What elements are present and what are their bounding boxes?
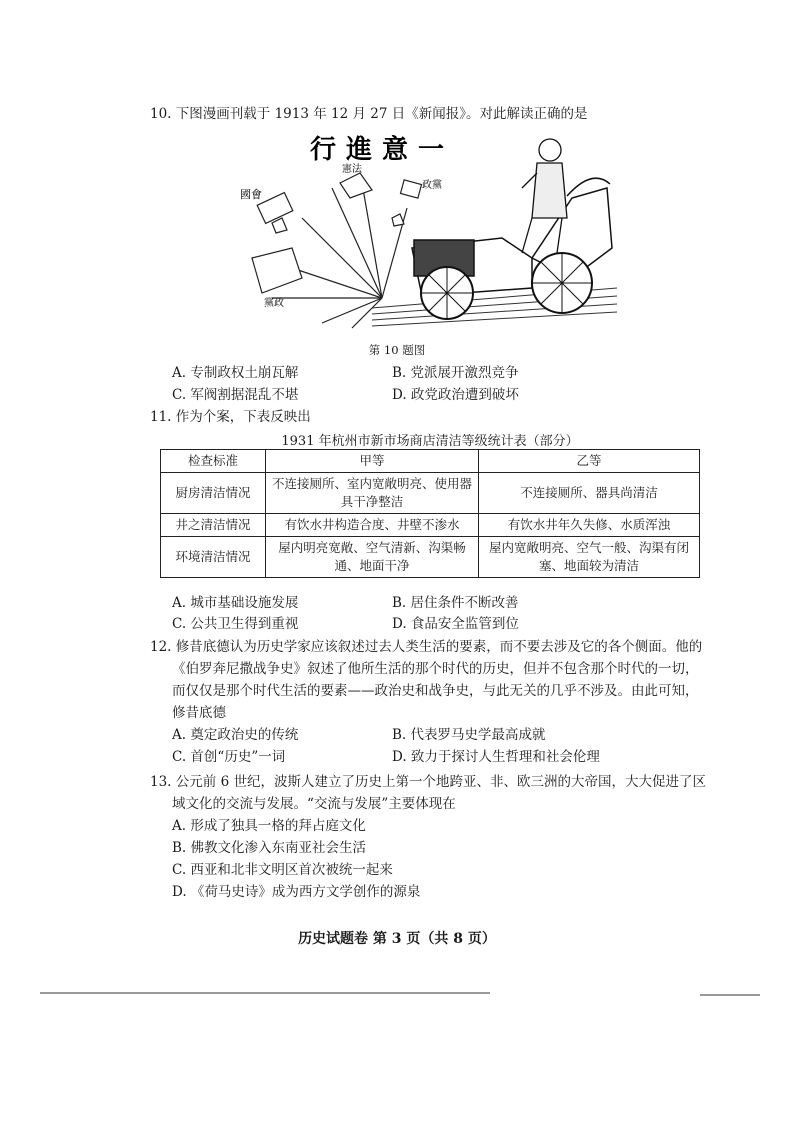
option-a[interactable]: A. 专制政权土崩瓦解 <box>172 365 299 381</box>
table-cell: 屋内宽敞明亮、空气一般、沟渠有闭塞、地面较为清洁 <box>479 537 700 578</box>
question-text: 作为个案，下表反映出 <box>175 409 311 425</box>
table-cell: 有饮水井构造合度、井壁不渗水 <box>266 514 479 537</box>
table-cell: 环境清洁情况 <box>161 537 266 578</box>
question-text-line-1: 修昔底德认为历史学家应该叙述过去人类生活的要素，而不要去涉及它的各个侧面。他的 <box>175 639 703 655</box>
question-text-line-2: 《伯罗奔尼撒战争史》叙述了他所生活的那个时代的历史，但并不包含那个时代的一切， <box>172 661 699 677</box>
debris-label-2: 憲法 <box>342 164 362 175</box>
question-number: 12. <box>150 639 172 655</box>
table-cell: 井之清洁情况 <box>161 514 266 537</box>
question-text: 下图漫画刊载于 1913 年 12 月 27 日《新闻报》。对此解读正确的是 <box>175 106 588 122</box>
option-c[interactable]: C. 西亚和北非文明区首次被统一起来 <box>172 862 393 878</box>
table-row <box>161 514 700 537</box>
table-header-row <box>161 450 700 473</box>
figure-caption: 第 10 题图 <box>368 343 426 357</box>
option-d[interactable]: D. 政党政治遭到破坏 <box>392 387 519 403</box>
table-row <box>161 473 700 514</box>
scan-artifact <box>700 994 760 996</box>
table-header: 乙等 <box>479 450 700 473</box>
option-b[interactable]: B. 党派展开激烈竞争 <box>392 365 519 381</box>
question-number: 11. <box>150 409 172 425</box>
option-c[interactable]: C. 公共卫生得到重视 <box>172 616 299 632</box>
table-cell: 不连接厕所、器具尚清洁 <box>479 473 700 514</box>
question-11-stem <box>150 406 311 428</box>
option-b[interactable]: B. 居住条件不断改善 <box>392 595 519 611</box>
question-10-stem <box>150 103 588 125</box>
cartoon-image <box>232 128 622 336</box>
question-13-stem <box>150 771 730 793</box>
option-d[interactable]: D. 食品安全监管到位 <box>392 616 519 632</box>
option-a[interactable]: A. 形成了独具一格的拜占庭文化 <box>172 818 366 834</box>
question-number: 13. <box>150 774 172 790</box>
cleanliness-table <box>160 449 700 578</box>
table-row <box>161 537 700 578</box>
debris-label-3: 政黨 <box>422 180 442 191</box>
debris-label-1: 國會 <box>240 188 262 201</box>
option-b[interactable]: B. 佛教文化渗入东南亚社会生活 <box>172 840 367 856</box>
page-footer: 历史试题卷 第 3 页（共 8 页） <box>298 931 496 947</box>
table-title: 1931 年杭州市新市场商店清洁等级统计表（部分） <box>281 434 579 449</box>
option-c[interactable]: C. 军阀割据混乱不堪 <box>172 387 299 403</box>
table-cell: 不连接厕所、室内宽敞明亮、使用器具干净整洁 <box>266 473 479 514</box>
option-a[interactable]: A. 奠定政治史的传统 <box>172 727 299 743</box>
table-cell: 有饮水井年久失修、水质浑浊 <box>479 514 700 537</box>
question-text-line-1: 公元前 6 世纪，波斯人建立了历史上第一个地跨亚、非、欧三洲的大帝国，大大促进了区 <box>175 774 706 790</box>
option-c[interactable]: C. 首创“历史”一词 <box>172 749 286 765</box>
cartoon-drawing <box>232 128 622 336</box>
scan-artifact <box>40 992 490 994</box>
question-12-stem <box>150 636 710 658</box>
cartoon-title: 行進意一 <box>310 135 455 165</box>
table-cell: 厨房清洁情况 <box>161 473 266 514</box>
option-d[interactable]: D. 《荷马史诗》成为西方文学创作的源泉 <box>172 884 421 900</box>
table-header: 检查标准 <box>161 450 266 473</box>
option-b[interactable]: B. 代表罗马史学最高成就 <box>392 727 546 743</box>
question-text-line-3: 而仅仅是那个时代生活的要素——政治史和战争史，与此无关的几乎不涉及。由此可知， <box>172 683 699 699</box>
option-a[interactable]: A. 城市基础设施发展 <box>172 595 299 611</box>
option-d[interactable]: D. 致力于探讨人生哲理和社会伦理 <box>392 749 600 765</box>
table-header: 甲等 <box>266 450 479 473</box>
table-cell: 屋内明亮宽敞、空气清新、沟渠畅通、地面干净 <box>266 537 479 578</box>
question-text-line-4: 修昔底德 <box>172 705 226 721</box>
question-text-line-2: 域文化的交流与发展。“交流与发展”主要体现在 <box>172 796 456 812</box>
debris-label-4: 黨政 <box>264 298 284 309</box>
question-number: 10. <box>150 106 172 122</box>
